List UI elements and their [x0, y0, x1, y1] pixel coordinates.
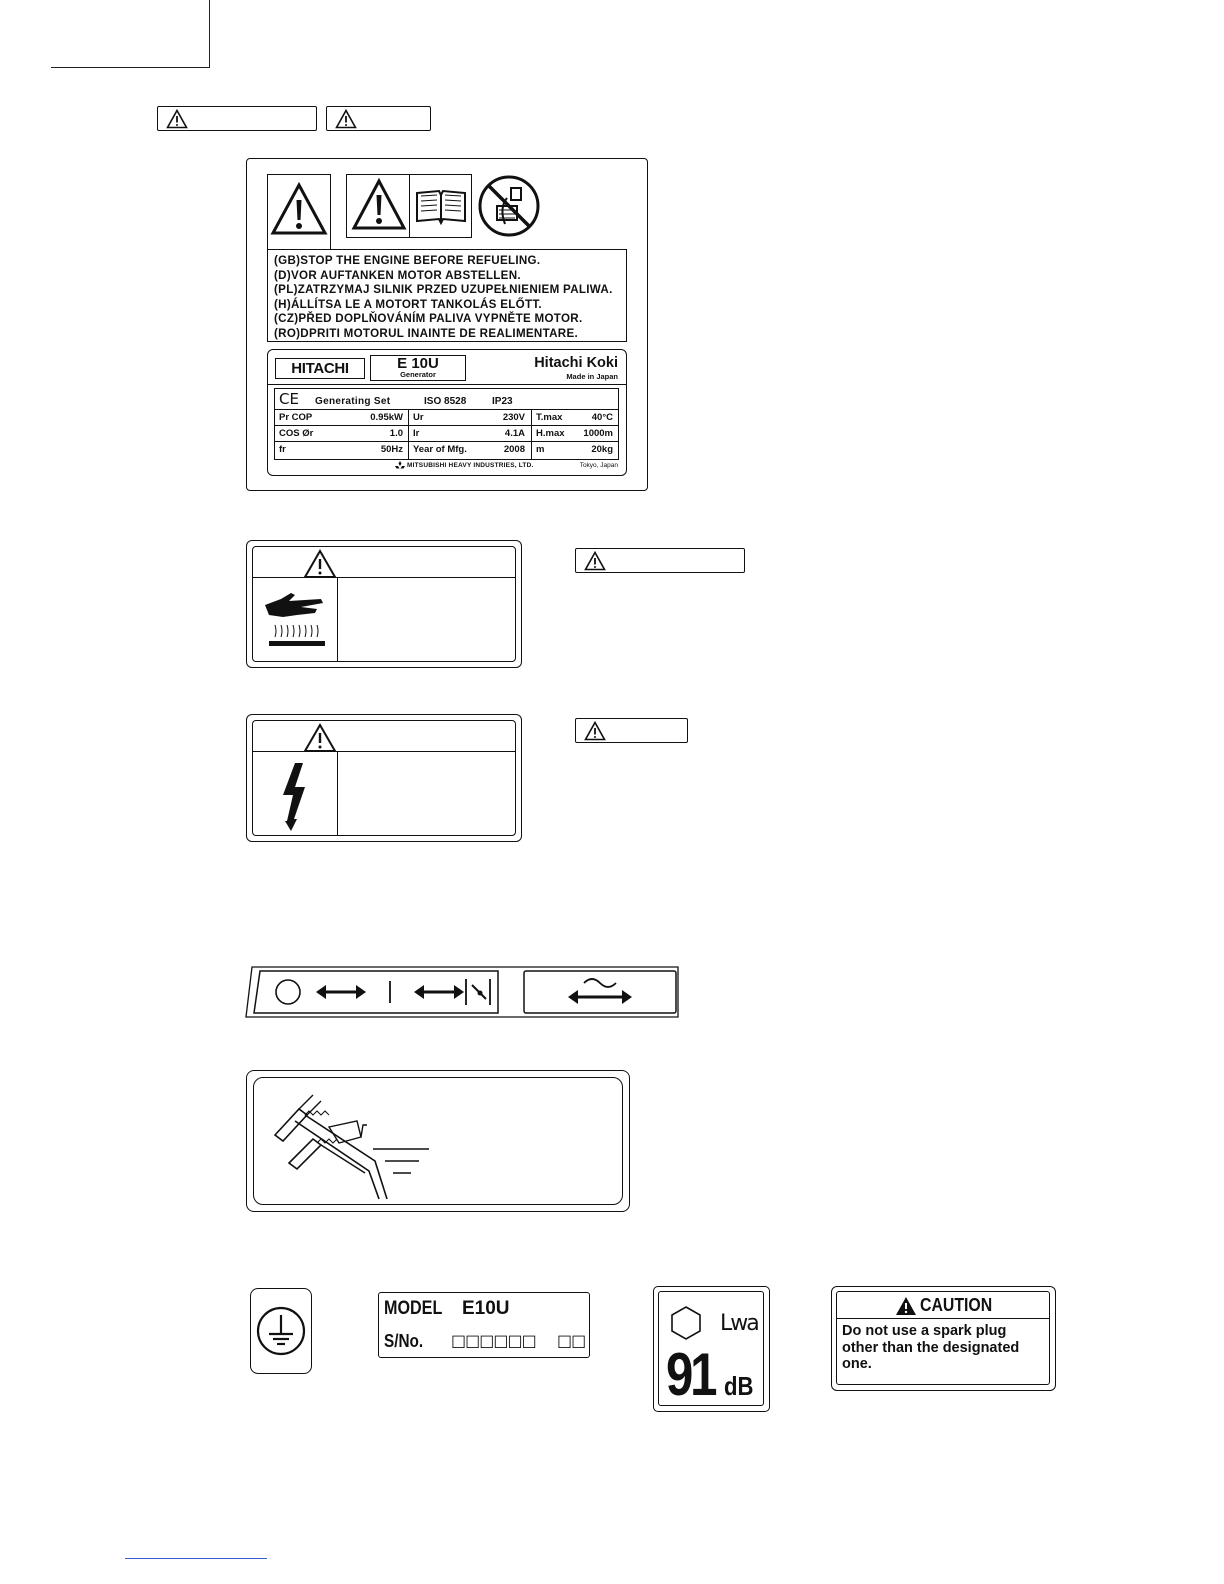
spec-table	[274, 388, 619, 460]
fuel-level-lines-icon	[367, 1145, 447, 1185]
warning-icon-box	[267, 174, 331, 250]
maker-name: Hitachi Koki	[534, 355, 618, 371]
rating-plate	[267, 349, 627, 476]
spec-row: COS Ør 1.0 Ir 4.1A H.max 1000m	[279, 428, 613, 439]
warning-triangle-icon	[166, 109, 188, 129]
db-unit: dB	[724, 1371, 754, 1401]
warning-triangle-icon	[269, 181, 329, 241]
iso-label: ISO 8528	[424, 396, 467, 407]
refuel-message-box	[267, 249, 627, 342]
message-line-h: (H)ÁLLÍTSA LE A MOTORT TANKOLÁS ELŐTT.	[274, 297, 542, 311]
serial-placeholder: □□□□□□	[451, 1331, 536, 1350]
ce-mark: CE	[279, 390, 299, 408]
double-arrow-icon	[414, 982, 464, 1002]
fuel-level-label	[246, 1070, 630, 1212]
warning-box	[575, 548, 745, 573]
message-line-d: (D)VOR AUFTANKEN MOTOR ABSTELLEN.	[274, 268, 521, 282]
warning-triangle-icon	[584, 721, 606, 741]
model-name: E 10U	[397, 355, 439, 372]
caution-box	[575, 718, 688, 743]
manufacturer-city: Tokyo, Japan	[579, 462, 618, 469]
book-icon	[413, 187, 469, 227]
electric-shock-label	[246, 714, 522, 842]
brand-logo: HITACHI	[275, 358, 365, 379]
model-serial-label	[378, 1292, 590, 1358]
caution-text: Do not use a spark plug other than the designated one.	[842, 1323, 1020, 1372]
ac-output-arrow-icon	[568, 973, 632, 1013]
choke-icon	[464, 977, 494, 1007]
model-subtitle: Generator	[400, 370, 436, 379]
warning-triangle-icon	[584, 551, 606, 571]
message-line-ro: (RO)DPRITI MOTORUL INAINTE DE REALIMENTARE.	[274, 326, 579, 340]
caution-box	[326, 106, 431, 131]
warning-triangle-icon	[303, 723, 337, 753]
hexagon-icon	[668, 1305, 704, 1341]
warning-triangle-icon	[349, 176, 409, 236]
on-line-icon	[387, 979, 393, 1005]
page-tab-line-horizontal	[51, 67, 210, 68]
page-tab-line-vertical	[209, 0, 210, 68]
warning-triangle-icon	[335, 109, 357, 129]
no-refuel-icon	[477, 174, 541, 238]
model-label: MODEL	[384, 1298, 443, 1319]
warning-box	[157, 106, 317, 131]
main-label	[246, 158, 648, 491]
caution-title: CAUTION	[920, 1295, 993, 1315]
read-manual-icon-box	[346, 174, 472, 238]
spark-plug-caution-label	[831, 1286, 1056, 1391]
off-circle-icon	[274, 978, 302, 1006]
model-badge	[370, 355, 466, 381]
lightning-bolt-icon	[277, 761, 317, 831]
hot-surface-hand-icon	[261, 587, 331, 657]
footer-line	[125, 1558, 267, 1559]
lwa-label: Lwa	[720, 1311, 758, 1336]
message-line-pl: (PL)ZATRZYMAJ SILNIK PRZED UZUPEŁNIENIEM PALIWA.	[274, 283, 613, 297]
manufacturer: MITSUBISHI HEAVY INDUSTRIES, LTD.	[407, 462, 534, 469]
warning-triangle-icon	[303, 549, 337, 579]
db-value: 91	[666, 1341, 715, 1408]
serial-suffix: □□	[557, 1331, 586, 1350]
message-line-cz: (CZ)PŘED DOPLŇOVÁNÍM PALIVA VYPNĚTE MOTOR.	[274, 312, 583, 326]
double-arrow-icon	[316, 982, 366, 1002]
earth-ground-label	[250, 1288, 312, 1374]
caution-triangle-icon	[895, 1296, 917, 1316]
model-value: E10U	[462, 1298, 510, 1319]
sound-power-label	[653, 1286, 770, 1412]
mitsubishi-logo-icon	[395, 461, 405, 470]
serial-label: S/No.	[384, 1331, 424, 1351]
message-line-gb: (GB)STOP THE ENGINE BEFORE REFUELING.	[274, 254, 541, 267]
earth-ground-icon	[255, 1305, 307, 1357]
ip-label: IP23	[492, 396, 513, 407]
hot-surface-label	[246, 540, 522, 668]
spec-row: Pr COP 0.95kW Ur 230V T.max 40°C	[279, 412, 613, 423]
spec-row: fr 50Hz Year of Mfg. 2008 m 20kg	[279, 444, 613, 455]
generating-set-label: Generating Set	[315, 396, 391, 407]
made-in: Made in Japan	[566, 372, 618, 381]
switch-label	[244, 965, 680, 1019]
